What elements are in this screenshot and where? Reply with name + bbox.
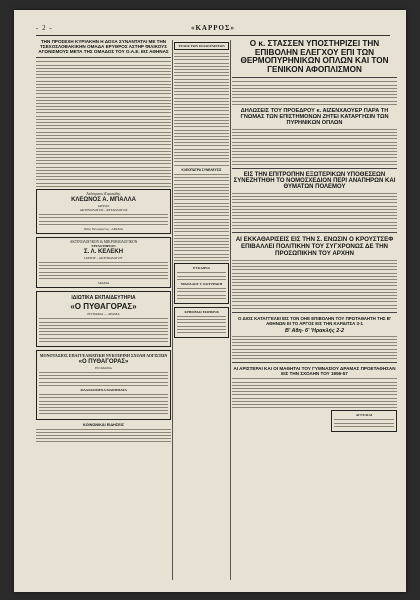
notices-box [331, 410, 397, 432]
right-column [232, 40, 397, 582]
ad-specialty: ΙΑΤΡΟΥ - ΑΚΤΙΝΟΛΟΓΟΥ [84, 255, 123, 260]
ad-name: ΚΛΕΩΝΟΣ Α. ΜΠΑΛΛΑ [71, 196, 136, 203]
column-heading: ΤΕΛΟΣ ΤΩΝ ΙΣΟΔΟΥΛΙΣΤΩΝ [178, 44, 225, 48]
laboratory-advertisement [36, 237, 171, 288]
ad-line: Απόστρατος Κυριακίδης [86, 191, 121, 196]
ad-role: ΙΑΤΡΟΣ [97, 203, 110, 208]
divider [232, 312, 397, 313]
classified-title: ΕΥΚΑΙΡΙΑ [193, 266, 210, 271]
masthead: «ΚΑΡΡΟΣ» [190, 24, 236, 32]
football-score: Β' Αθη- 6' 'Ηρακλής 2-2 [284, 327, 344, 334]
ad-name: Σ. Λ. ΚΕΛΕΚΗ [83, 248, 124, 255]
sports-headline: ΤΗΝ ΠΡΟΣΕΧΗ ΚΥΡΙΑΚΗΝ Η ΔΟΞΑ ΣΥΝΑΝΤΑΤΑΙ ΜΕ ΤΗΝ ΤΣΕΧΟΣΛΟΒΑΚΙΚΗΝ ΟΜΑΔΑ ΕΡΥΘΡΟΣ ΑΣΤΗΡ ΦΙΛΙΚΟΥΣ ΑΓΩΝΙΣΜΟΥΣ ΜΕΤΑ ΤΗΣ ΟΜΑΔΟΣ ΤΟΥ Ο.Α.Ε. ΕΙΣ ΑΘΗΝΑΣ [38, 40, 169, 54]
ad-line: ΕΓΓΡΑΦΑΙ — ΔΡΑΜΑ [87, 312, 120, 317]
notices-title: ΑΓΓΕΛΙΑΙ [355, 413, 373, 418]
ad-name: «Ο ΠΥΘΑΓΟΡΑΣ» [78, 358, 129, 365]
divider [232, 232, 397, 233]
classified-name: ΝΙΚΟΛΑΟΥ Γ. ΚΟΥΤΡΑΚΗ [180, 281, 223, 286]
ad-name: «Ο ΠΥΘΑΓΟΡΑΣ» [70, 302, 137, 312]
newspaper-page [14, 10, 406, 592]
left-column [36, 40, 171, 582]
classified-box [174, 263, 229, 304]
divider [232, 77, 397, 78]
article-text [36, 61, 171, 186]
divider [36, 57, 171, 58]
school-advertisement [36, 291, 171, 347]
ad-title: ΙΔΙΩΤΙΚΑ ΕΚΠΑΙΔΕΥΤΗΡΙΑ [71, 295, 136, 302]
main-headline: Ο κ. ΣΤΑΣΣΕΝ ΥΠΟΣΤΗΡΙΖΕΙ ΤΗΝ ΕΠΙΒΟΛΗΝ ΕΛΕΓΧΟΥ ΕΠΙ ΤΩΝ ΘΕΡΜΟΠΥΡΗΝΙΚΩΝ ΟΠΛΩΝ ΚΑΙ ΤΟΝ ΓΕΝΙΚΟΝ ΑΦΟΠΛΙΣΜΟΝ [240, 40, 389, 74]
ad-address: ΔΡΑΜΑ [97, 281, 110, 286]
column-divider [172, 40, 173, 580]
ad-address: Οδός Ξενοφώντος - ΔΡΑΜΑ [83, 226, 124, 231]
ad-role: ΕΡΓΑΣΤΗΡΙΟΝ [91, 243, 116, 248]
school-headline: ΑΙ ΑΡΙΣΤΕΡΑΙ ΚΑΙ ΟΙ ΜΑΘΗΤΑΙ ΤΟΥ ΓΥΜΝΑΣΙΟΥ ΔΡΑΜΑΣ ΠΡΟΕΤΑΘΗΣΑΝ ΕΙΣ ΤΗΝ ΣΧΟΛΗΝ ΤΟΥ 1956-57 [233, 366, 396, 377]
divider [232, 168, 397, 169]
football-headline: Ο ΔΙΟΣ ΚΑΤΑΓΓΕΛΕΙ ΕΙΣ ΤΟΝ ΟΗΕ ΕΠΙΒΟΛΗΝ ΤΟΥ ΠΡΩΤΑΘΛΗΤΗ ΤΗΣ Β' ΑΘΗΝΩΝ ΕΙ ΤΟ ΑΡΓΟΣ ΕΙΣ ΤΗΝ ΚΑΡΔΙΤΣΑ 3-1 [237, 315, 391, 326]
ad-subhead: ΔΙΔΑΣΚΟΜΕΝΑ ΜΑΘΗΜΑΤΑ [80, 388, 127, 392]
useful-info-box [174, 307, 229, 338]
doctor-advertisement [36, 189, 171, 234]
page-header [36, 24, 390, 34]
ad-specialty: ΑΚΤΙΝΟΛΟΓΟΣ - ΦΥΣΙΟΛΟΓΟΣ [79, 207, 128, 212]
ad-title: ΜΟΝΟΤΑΞΙΟΣ ΕΠΑΓΓΕΛΜΑΤΙΚΗ ΝΥΚΤΕΡΙΝΗ ΣΧΟΛΗ ΛΟΓΙΣΤΩΝ [39, 352, 168, 358]
ad-line: ΕΝ ΔΡΑΜΑ [95, 365, 112, 370]
middle-column [174, 40, 229, 582]
accounting-school-advertisement [36, 350, 171, 420]
useful-info-title: ΧΡΗΣΙΜΑΙ ΕΙΔΗΣΕΙΣ [184, 309, 219, 314]
soviet-headline: ΑΙ ΕΚΚΑΘΑΡΙΣΕΙΣ ΕΙΣ ΤΗΝ Σ. ΕΝΩΣΙΝ Ο ΚΡΟΥΣΤΣΕΦ ΕΠΙΒΑΛΛΕΙ ΠΟΛΙΤΙΚΗΝ ΤΟΥ ΣΥΓΧΡΟΝΩΣ ΔΕ ΤΗΝ ΠΡΟΣΩΠΙΚΗΝ ΤΟΥ ΑΡΧΗΝ [235, 235, 394, 257]
secondary-headline: ΔΗΛΩΣΕΙΣ ΤΟΥ ΠΡΟΕΔΡΟΥ κ. ΑΙΖΕΝΧΑΟΥΕΡ ΠΑΡΑ ΤΗ ΓΝΩΜΑΣ ΤΩΝ ΕΠΙΣΤΗΜΟΝΩΝ ΖΗΤΕΙ ΚΑΤΑΡΓΗΣΙΝ ΤΩΝ ΠΥΡΗΝΙΚΩΝ ΟΠΛΩΝ [240, 107, 389, 126]
column-divider [230, 40, 231, 580]
subheading: ΚΛΕΟΠΑΤΡΑ ΣΥΝΕΛΕΥΣΙΣ [181, 167, 222, 172]
committee-headline: ΕΙΣ ΤΗΝ ΕΠΙΤΡΟΠΗΝ ΕΞΩΤΕΡΙΚΩΝ ΥΠΟΘΕΣΕΩΝ ΣΥΝΕΖΗΤΗΘΗ ΤΟ ΝΟΜΟΣΧΕΔΙΟΝ ΠΕΡΙ ΑΝΑΠΗΡΩΝ ΚΑΙ ΘΥΜΑΤΩΝ ΠΟΛΕΜΟΥ [233, 171, 396, 190]
section-heading: ΚΟΙΝΩΝΙΚΑΙ ΕΙΔΗΣΕΙΣ [83, 422, 124, 427]
divider [232, 362, 397, 363]
page-number: - 2 - [36, 24, 53, 32]
header-rule [36, 35, 390, 36]
column-heading-box [174, 42, 229, 50]
ad-line: ΑΚΤΙΝΟΛΟΓΙΚΟΝ & ΜΙΚΡΟΒΙΟΛΟΓΙΚΟΝ [69, 239, 138, 244]
